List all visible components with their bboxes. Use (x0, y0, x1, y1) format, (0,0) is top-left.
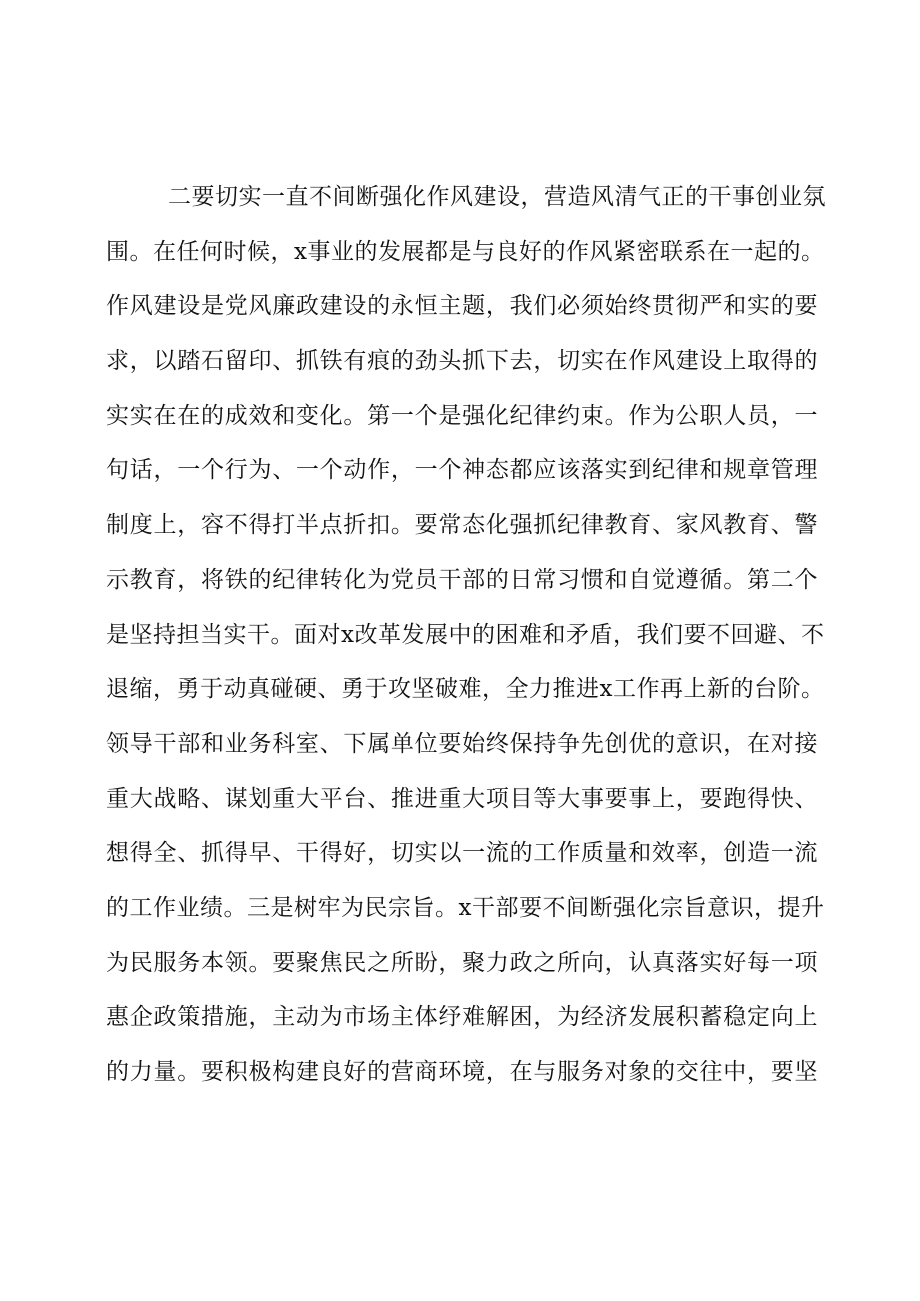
paragraph-line: 退缩，勇于动真碰硬、勇于攻坚破难，全力推进x工作再上新的台阶。 (106, 676, 825, 703)
paragraph-line: 求，以踏石留印、抓铁有痕的劲头抓下去，切实在作风建设上取得的 (106, 348, 818, 375)
body-paragraph (106, 170, 826, 1100)
paragraph-line: 句话，一个行为、一个动作，一个神态都应该落实到纪律和规章管理 (106, 457, 818, 484)
paragraph-line: 惠企政策措施，主动为市场主体纾难解困，为经济发展积蓄稳定向上 (106, 1004, 818, 1031)
paragraph-line: 的工作业绩。三是树牢为民宗旨。x干部要不间断强化宗旨意识，提升 (106, 894, 825, 921)
paragraph-line: 重大战略、谋划重大平台、推进重大项目等大事要事上，要跑得快、 (106, 785, 818, 812)
paragraph-line: 的力量。要积极构建良好的营商环境，在与服务对象的交往中，要坚 (106, 1059, 818, 1085)
paragraph-line: 作风建设是党风廉政建设的永恒主题，我们必须始终贯彻严和实的要 (106, 293, 818, 320)
paragraph-line: 是坚持担当实干。面对x改革发展中的困难和矛盾，我们要不回避、不 (106, 621, 825, 648)
paragraph-line: 围。在任何时候，x事业的发展都是与良好的作风紧密联系在一起的。 (106, 238, 825, 265)
paragraph-line: 示教育，将铁的纪律转化为党员干部的日常习惯和自觉遵循。第二个 (106, 566, 818, 593)
paragraph-line: 领导干部和业务科室、下属单位要始终保持争先创优的意识，在对接 (106, 730, 818, 757)
paragraph-line: 想得全、抓得早、干得好，切实以一流的工作质量和效率，创造一流 (106, 840, 818, 867)
paragraph-line: 二要切实一直不间断强化作风建设，营造风清气正的干事创业氛 (168, 184, 826, 210)
paragraph-line: 制度上，容不得打半点折扣。要常态化强抓纪律教育、家风教育、警 (106, 512, 818, 539)
paragraph-line: 实实在在的成效和变化。第一个是强化纪律约束。作为公职人员，一 (106, 402, 818, 429)
paragraph-line: 为民服务本领。要聚焦民之所盼，聚力政之所向，认真落实好每一项 (106, 949, 818, 976)
